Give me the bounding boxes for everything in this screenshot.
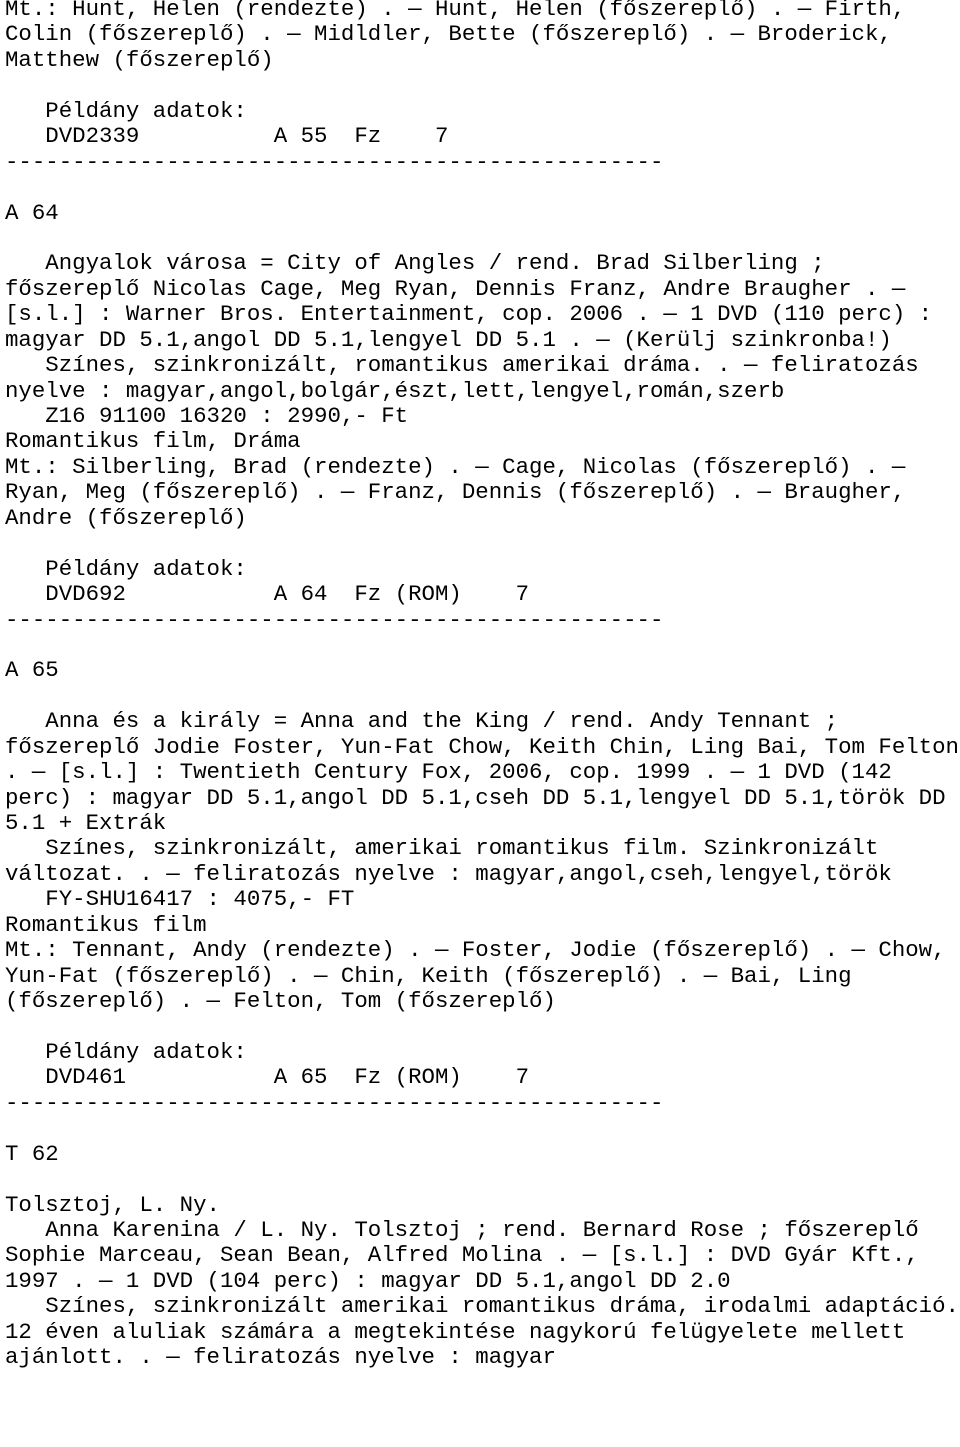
- text-line: (főszereplő) . — Felton, Tom (főszereplő): [5, 988, 556, 1015]
- text-line: 12 éven aluliak számára a megtekintése nagykorú felügyelete mellett: [5, 1318, 906, 1345]
- text-line: [5, 684, 960, 709]
- text-line: -------------------------------------------------: [5, 606, 664, 633]
- text-line: [5, 226, 960, 251]
- text-line: Mt.: Silberling, Brad (rendezte) . — Cage, Nicolas (főszereplő) . —: [5, 453, 906, 480]
- text-line: Példány adatok:: [5, 1038, 247, 1065]
- text-line: perc) : magyar DD 5.1,angol DD 5.1,cseh DD 5.1,lengyel DD 5.1,török DD: [5, 784, 946, 811]
- text-line: Matthew (főszereplő): [5, 46, 274, 73]
- text-line: Ryan, Meg (főszereplő) . — Franz, Dennis (főszereplő) . — Braugher,: [5, 479, 906, 506]
- text-line: [5, 1015, 960, 1040]
- text-line: [5, 175, 960, 200]
- text-line: A 65: [5, 657, 59, 684]
- text-line: nyelve : magyar,angol,bolgár,észt,lett,lengyel,román,szerb: [5, 377, 785, 404]
- text-line: A 64: [5, 199, 59, 226]
- text-line: DVD2339 A 55 Fz 7: [5, 123, 449, 150]
- text-line: Romantikus film: [5, 911, 207, 938]
- text-line: főszereplő Jodie Foster, Yun-Fat Chow, Keith Chin, Ling Bai, Tom Felton: [5, 733, 959, 760]
- text-line: Példány adatok:: [5, 555, 247, 582]
- text-line: DVD461 A 65 Fz (ROM) 7: [5, 1064, 530, 1091]
- text-line: Angyalok városa = City of Angles / rend. Brad Silberling ;: [5, 250, 825, 277]
- text-line: változat. . — feliratozás nyelve : magyar,angol,cseh,lengyel,török: [5, 860, 892, 887]
- text-line: -------------------------------------------------: [5, 1089, 664, 1116]
- text-line: Anna Karenina / L. Ny. Tolsztoj ; rend. Bernard Rose ; főszereplő: [5, 1217, 919, 1243]
- text-line: Példány adatok:: [5, 97, 247, 124]
- text-line: [s.l.] : Warner Bros. Entertainment, cop. 2006 . — 1 DVD (110 perc) :: [5, 301, 933, 328]
- text-line: Andre (főszereplő): [5, 504, 247, 531]
- text-line: [5, 1167, 960, 1192]
- catalog-text: [5, 0, 960, 1371]
- text-line: FY-SHU16417 : 4075,- FT: [5, 886, 355, 913]
- text-line: -------------------------------------------------: [5, 148, 664, 175]
- text-line: DVD692 A 64 Fz (ROM) 7: [5, 581, 530, 608]
- text-line: 5.1 + Extrák: [5, 810, 167, 836]
- text-line: Colin (főszereplő) . — Midldler, Bette (főszereplő) . — Broderick,: [5, 21, 892, 48]
- text-line: Z16 91100 16320 : 2990,- Ft: [5, 403, 409, 429]
- text-line: [5, 633, 960, 658]
- text-line: Tolsztoj, L. Ny.: [5, 1191, 220, 1218]
- text-line: főszereplő Nicolas Cage, Meg Ryan, Dennis Franz, Andre Braugher . —: [5, 275, 906, 302]
- text-line: T 62: [5, 1140, 59, 1167]
- text-line: ajánlott. . — feliratozás nyelve : magyar: [5, 1344, 556, 1371]
- text-line: Sophie Marceau, Sean Bean, Alfred Molina . — [s.l.] : DVD Gyár Kft.,: [5, 1242, 919, 1269]
- text-line: magyar DD 5.1,angol DD 5.1,lengyel DD 5.1 . — (Kerülj szinkronba!): [5, 326, 892, 353]
- text-line: Mt.: Hunt, Helen (rendezte) . — Hunt, Helen (főszereplő) . — Firth,: [5, 0, 906, 22]
- text-line: Romantikus film, Dráma: [5, 428, 301, 455]
- text-line: 1997 . — 1 DVD (104 perc) : magyar DD 5.1,angol DD 2.0: [5, 1267, 731, 1294]
- text-line: Színes, szinkronizált amerikai romantikus dráma, irodalmi adaptáció.: [5, 1293, 959, 1320]
- text-line: Yun-Fat (főszereplő) . — Chin, Keith (főszereplő) . — Bai, Ling: [5, 962, 852, 989]
- text-line: [5, 531, 960, 556]
- text-line: . — [s.l.] : Twentieth Century Fox, 2006, cop. 1999 . — 1 DVD (142: [5, 759, 892, 786]
- text-line: [5, 73, 960, 98]
- text-line: Színes, szinkronizált, romantikus amerikai dráma. . — feliratozás: [5, 352, 919, 379]
- text-line: Anna és a király = Anna and the King / rend. Andy Tennant ;: [5, 708, 839, 735]
- text-line: [5, 1116, 960, 1141]
- text-line: Színes, szinkronizált, amerikai romantikus film. Szinkronizált: [5, 835, 879, 862]
- text-line: Mt.: Tennant, Andy (rendezte) . — Foster, Jodie (főszereplő) . — Chow,: [5, 937, 946, 964]
